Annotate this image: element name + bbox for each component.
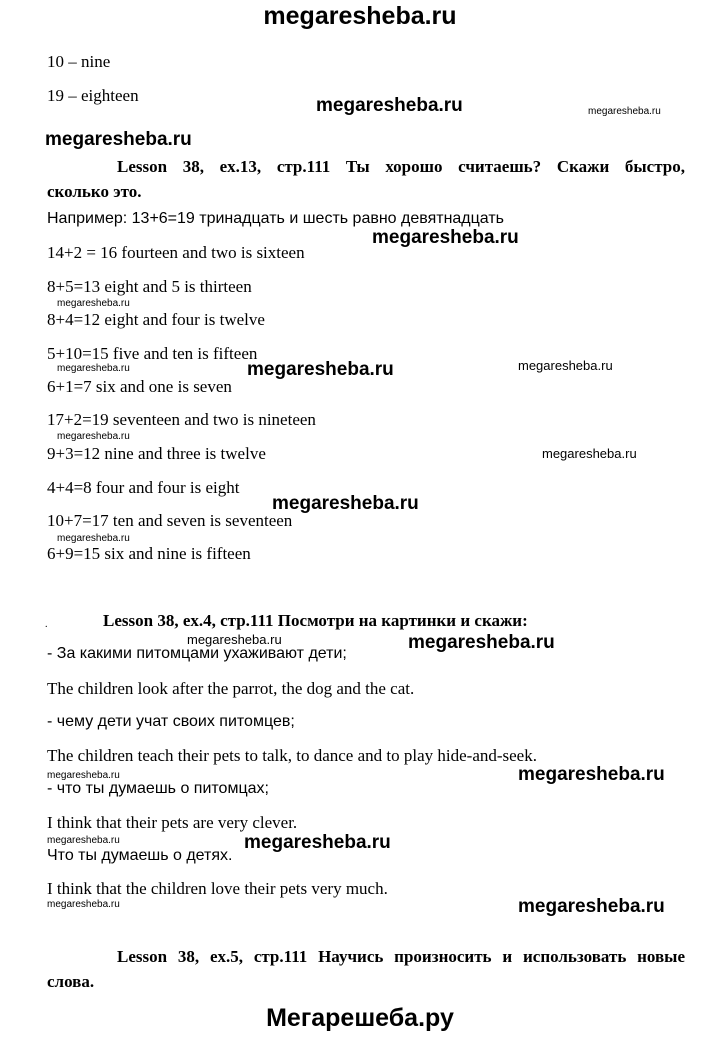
watermark: megaresheba.ru	[518, 358, 613, 373]
watermark: megaresheba.ru	[247, 359, 394, 380]
answer-line: I think that their pets are very clever.	[47, 813, 298, 832]
watermark: megaresheba.ru	[187, 632, 282, 647]
question-line: Что ты думаешь о детях.	[47, 847, 233, 864]
math-line: 8+5=13 eight and 5 is thirteen	[47, 277, 252, 296]
stray-dot: .	[45, 619, 48, 630]
math-line: 8+4=12 eight and four is twelve	[47, 310, 265, 329]
watermark: megaresheba.ru	[47, 899, 120, 910]
answer-line: 10 – nine	[47, 52, 111, 71]
watermark: megaresheba.ru	[57, 533, 130, 544]
question-line: - чему дети учат своих питомцев;	[47, 713, 295, 730]
heading-tail: слова.	[47, 972, 95, 991]
math-line: 6+9=15 six and nine is fifteen	[47, 544, 251, 563]
watermark: megaresheba.ru	[408, 632, 555, 653]
heading-tail: сколько это.	[47, 182, 142, 201]
answer-line: 19 – eighteen	[47, 86, 139, 105]
answer-line: I think that the children love their pets very much.	[47, 879, 388, 898]
watermark: megaresheba.ru	[272, 493, 419, 514]
math-line: 9+3=12 nine and three is twelve	[47, 444, 266, 463]
watermark: megaresheba.ru	[57, 431, 130, 442]
section-heading-ex5	[47, 944, 685, 994]
watermark: megaresheba.ru	[57, 298, 130, 309]
section-heading-ex4: Lesson 38, ex.4, стр.111 Посмотри на картинки и скажи:	[103, 611, 528, 630]
watermark: megaresheba.ru	[316, 95, 463, 116]
section-heading-ex13	[47, 154, 685, 204]
math-line: 10+7=17 ten and seven is seventeen	[47, 511, 293, 530]
math-line: 4+4=8 four and four is eight	[47, 478, 240, 497]
math-line: 17+2=19 seventeen and two is nineteen	[47, 410, 316, 429]
watermark: megaresheba.ru	[518, 896, 665, 917]
math-line: 6+1=7 six and one is seven	[47, 377, 232, 396]
watermark: megaresheba.ru	[244, 832, 391, 853]
watermark: megaresheba.ru	[518, 764, 665, 785]
question-line: - что ты думаешь о питомцах;	[47, 780, 269, 797]
site-footer-title: Мегарешеба.ру	[266, 1004, 454, 1032]
answer-line: The children look after the parrot, the dog and the cat.	[47, 679, 415, 698]
example-line: Например: 13+6=19 тринадцать и шесть равно девятнадцать	[47, 210, 505, 227]
watermark: megaresheba.ru	[47, 835, 120, 846]
watermark: megaresheba.ru	[45, 129, 192, 150]
heading-main: Lesson 38, ex.13, стр.111 Ты хорошо считаешь? Скажи быстро,	[117, 157, 685, 176]
watermark: megaresheba.ru	[372, 227, 519, 248]
question-line: - За какими питомцами ухаживают дети;	[47, 645, 347, 662]
watermark: megaresheba.ru	[47, 770, 120, 781]
watermark: megaresheba.ru	[542, 446, 637, 461]
watermark: megaresheba.ru	[57, 363, 130, 374]
heading-main: Lesson 38, ex.5, стр.111 Научись произносить и использовать новые	[117, 947, 685, 966]
math-line: 14+2 = 16 fourteen and two is sixteen	[47, 243, 305, 262]
site-header-title: megaresheba.ru	[263, 2, 457, 30]
watermark: megaresheba.ru	[588, 106, 661, 117]
math-line: 5+10=15 five and ten is fifteen	[47, 344, 258, 363]
answer-line: The children teach their pets to talk, to dance and to play hide-and-seek.	[47, 746, 537, 765]
